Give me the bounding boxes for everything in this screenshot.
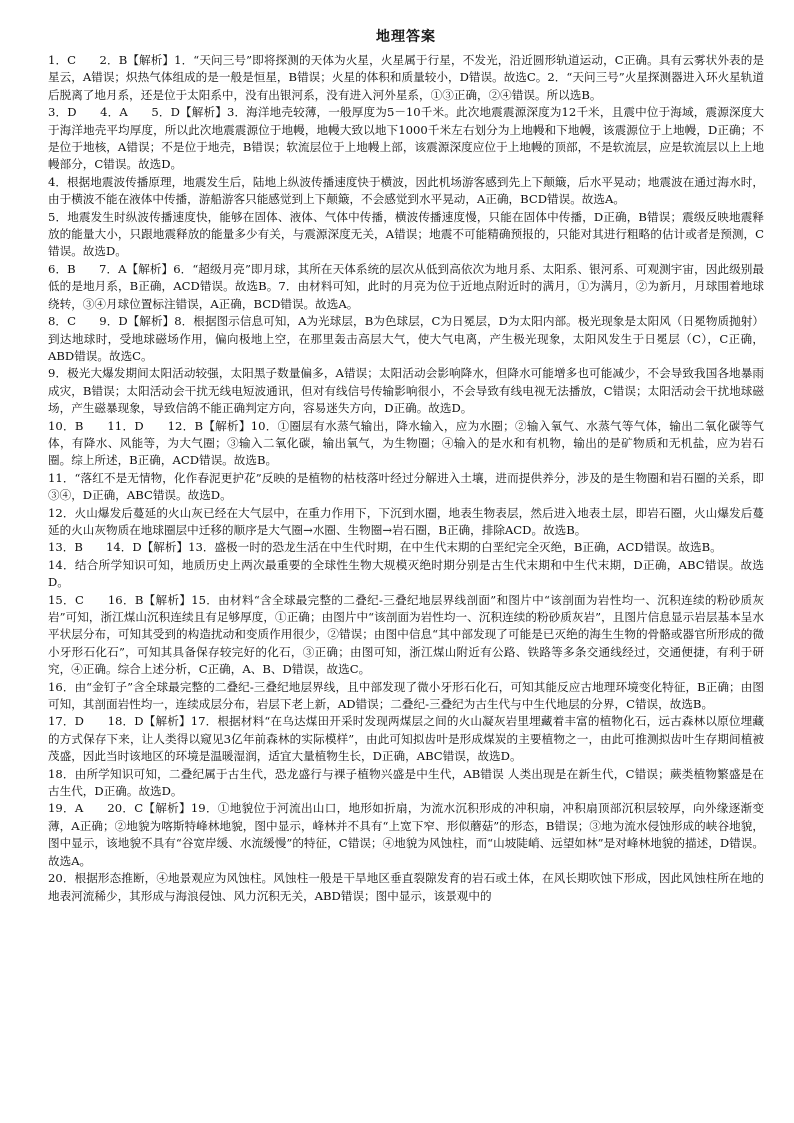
answer-paragraph: 9．极光大爆发期间太阳活动较强，太阳黑子数量偏多，A错误；太阳活动会影响降水，但降水可能增多也可能减少，不会导致我国各地暴雨成灾，B错误；太阳活动会干扰无线电短波通讯，但对有线信号传输影响很小，不会导致有线电视无法播放，C错误；太阳活动会干扰地球磁场，产生磁暴现象，导致信鸽不能正确判定方向，容易迷失方向，D正确。故选D。 (48, 366, 764, 416)
answer-paragraph: 18．由所学知识可知，二叠纪属于古生代，恐龙盛行与裸子植物兴盛是中生代，AB错误 人类出现是在新生代，C错误；蕨类植物繁盛是在古生代，D正确。故选D。 (48, 766, 764, 799)
answer-paragraph: 15．C 16．B【解析】15．由材料“含全球最完整的二叠纪-三叠纪地层界线剖面”和图片中“该剖面为岩性均一、沉积连续的粉砂质灰岩”可知，浙江煤山沉积连续且有足够厚度，①正确；由图片中“该剖面为岩性均一、沉积连续的粉砂质灰岩”，且图片信息显示岩层基本呈水平状层分布，可知其受到的构造扰动和变质作用很少，②错误；由图中信息“其中部发现了可能是已灭绝的海生生物的骨骼或器官所形成的微小牙形石化石”，可知其具备保存较完好的化石，③正确；由图可知，浙江煤山附近有公路、铁路等多条交通线经过，交通便捷，有利于研究，④正确。综合上述分析，C正确，A、B、D错误，故选C。 (48, 592, 764, 677)
answer-paragraph: 4．根据地震波传播原理，地震发生后，陆地上纵波传播速度快于横波，因此机场游客感到先上下颠簸，后水平晃动；地震波在通过海水时，由于横波不能在液体中传播，游船游客只能感觉到上下颠簸，不会感觉到水平晃动，A正确，BCD错误。故选A。 (48, 174, 764, 207)
answer-paragraph: 13．B 14．D【解析】13．盛极一时的恐龙生活在中生代时期，在中生代末期的白垩纪完全灭绝，B正确，ACD错误。故选B。 (48, 540, 722, 555)
answer-paragraph: 6．B 7．A【解析】6．“超级月亮”即月球，其所在天体系统的层次从低到高依次为地月系、太阳系、银河系、可观测宇宙，因此级别最低的是地月系，B正确，ACD错误。故选B。7．由材料可知，此时的月亮为位于近地点附近时的满月，①为满月，②为新月，月球围着地球绕转，③④月球位置标注错误，A正确，BCD错误。故选A。 (48, 261, 764, 311)
answer-paragraph: 11．“落红不是无情物，化作春泥更护花”反映的是植物的枯枝落叶经过分解进入土壤，进而提供养分，涉及的是生物圈和岩石圈的关系，即③④，D正确，ABC错误。故选D。 (48, 470, 764, 503)
answer-paragraph: 20．根据形态推断，④地景观应为风蚀柱。风蚀柱一般是干旱地区垂直裂隙发育的岩石或土体，在风长期吹蚀下形成，因此风蚀柱所在地的地表河流稀少，其形成与海浪侵蚀、风力沉积无关，ABD错误；图中显示，该景观中的 (48, 871, 764, 903)
answer-paragraph: 17．D 18．D【解析】17．根据材料“在乌达煤田开采时发现两煤层之间的火山凝灰岩里埋藏着丰富的植物化石，远古森林以原位埋藏的方式保存下来，让人类得以窥见3亿年前森林的实际模样”，由此可知拟齿叶是形成煤炭的主要植物之一，由此可推测拟齿叶生存期间植被茂盛，因此当时该地区的环境是温暖湿润，适宜大量植物生长，D正确，ABC错误，故选D。 (48, 714, 764, 764)
answer-body (48, 52, 764, 905)
answer-paragraph: 12．火山爆发后蔓延的火山灰已经在大气层中，在重力作用下，下沉到水圈，地表生物表层，然后进入地表土层，即岩石圈，火山爆发后蔓延的火山灰物质在地球圈层中迁移的顺序是大气圈→水圈、生物圈→岩石圈，B正确，排除ACD。故选B。 (48, 505, 764, 537)
answer-paragraph: 14．结合所学知识可知，地质历史上两次最重要的全球性生物大规模灭绝时期分别是古生代末期和中生代末期，D正确，ABC错误。故选D。 (48, 557, 764, 590)
answer-paragraph: 16．由“金钉子”含全球最完整的二叠纪-三叠纪地层界线，且中部发现了微小牙形石化石，可知其能反应古地理环境变化特征，B正确；由图可知，其剖面岩性均一，连续成层分布，岩层下老上新，AD错误；二叠纪-三叠纪为古生代与中生代地层的分界，C错误，故选B。 (48, 679, 764, 712)
answer-paragraph: 8．C 9．D【解析】8．根据图示信息可知，A为光球层，B为色球层，C为日冕层，D为太阳内部。极光现象是太阳风（日冕物质抛射）到达地球时，受地球磁场作用，偏向极地上空，在那里轰击高层大气，使大气电离，产生极光现象，太阳风发生于日冕层（C），C正确，ABD错误。故选C。 (48, 314, 764, 363)
answer-paragraph: 3．D 4．A 5．D【解析】3．海洋地壳较薄，一般厚度为5－10千米。此次地震震源深度为12千米，且震中位于海域，震源深度大于海洋地壳平均厚度，所以此次地震震源位于地幔，地幔大致以地下1000千米左右划分为上地幔和下地幔，该震源位于上地幔，D正确；不是位于地核，A错误；不是位于地壳，B错误；软流层位于上地幔上部，该震源深度应位于上地幔的顶部，不是软流层，应是软流层以上上地幔部分，C错误。故选D。 (48, 105, 764, 172)
answer-paragraph: 19．A 20．C【解析】19．①地貌位于河流出山口，地形如折扇，为流水沉积形成的冲积扇，冲积扇顶部沉积层较厚，向外缘逐渐变薄，A正确；②地貌为喀斯特峰林地貌，图中显示，峰林并不具有“上宽下窄、形似蘑菇”的形态，B错误；③地为流水侵蚀形成的峡谷地貌，图中显示，该地貌不具有“谷宽岸缓、水流缓慢”的特征，C错误；④地貌为风蚀柱，而“山坡陡峭、远望如林”是对峰林地貌的描述，D错误。故选A。 (48, 801, 764, 868)
answer-page (48, 18, 764, 905)
answer-paragraph: 1．C 2．B【解析】1．“天问三号”即将探测的天体为火星，火星属于行星，不发光，沿近圆形轨道运动，C正确。具有云雾状外表的是星云，A错误；炽热气体组成的是一般是恒星，B错误；火星的体积和质量较小，D错误。故选C。2．“天问三号”火星探测器进入环火星轨道后脱离了地月系，还是位于太阳系中，没有出银河系，没有进入河外星系，①③正确，②④错误。所以选B。 (48, 53, 764, 102)
answer-paragraph: 5．地震发生时纵波传播速度快，能够在固体、液体、气体中传播，横波传播速度慢，只能在固体中传播，D正确，B错误；震级反映地震释放的能量大小，只跟地震释放的能量多少有关，与震源深度无关，A错误；地震不可能精确预报的，只能对其进行粗略的估计或者是预测，C错误。故选D。 (48, 209, 764, 259)
answer-paragraph: 10．B 11．D 12．B【解析】10．①圈层有水蒸气输出，降水输入，应为水圈；②输入氧气、水蒸气等气体，输出二氧化碳等气体，有降水、风能等，为大气圈；③输入二氧化碳，输出氧气，为生物圈；④输入的是水和有机物，输出的是矿物质和无机盐，应为岩石圈。综上所述，B正确，ACD错误。故选B。 (48, 418, 764, 468)
page-title: 地理答案 (376, 29, 436, 45)
